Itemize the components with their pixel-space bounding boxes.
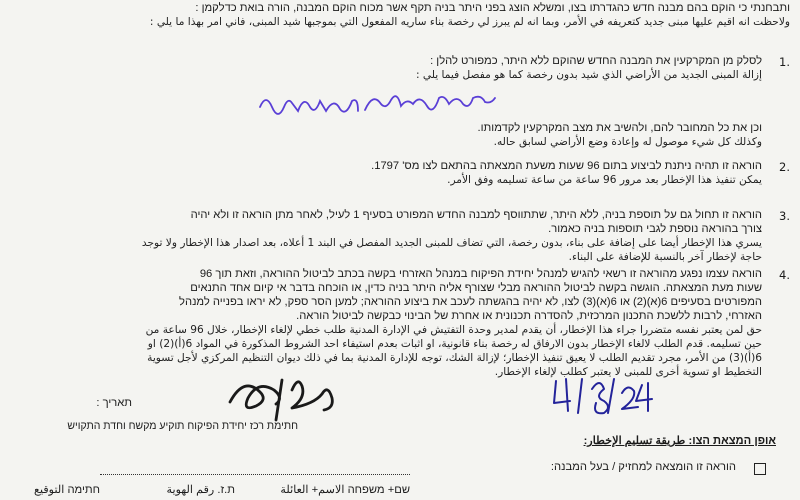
section-3-arabic: يسري هذا الإخطار أيضا على إضافة على بناء، بدون رخصة، التي تضاف للمبنى الجديد المفصل في البند 1 أعلاه، بعد اصدار هذا الإخطار ولا توجد — [141, 237, 762, 249]
signature — [222, 368, 342, 428]
section-3-number: 3. — [779, 209, 790, 223]
signature-caption: חתימת רכז יחידת הפיקוח תוקיע מקשח וחדת התקויש — [67, 420, 298, 432]
intro-line-arabic: ولاحظت انه اقيم عليها مبنى جديد كتعريفه في الأمر، وبما انه لم يبرز لي رخصة بناء ساريه المفعول التي بموجبها شيد المبنى، فاني امر بهذا ما يلي : — [149, 16, 790, 28]
column-signature-label: חתימה التوقيع — [33, 484, 100, 496]
delivery-title: אופן המצאת הצו: طريقة تسليم الإخطار: — [583, 435, 776, 447]
section-4-hebrew-4: האזרחי, לרבות ללשכת התכנון המרכזית, להסדרה תכנונית או אחרת של הבינוי כבקשה לביטול הוראה. — [296, 310, 762, 322]
delivery-checkbox[interactable] — [754, 463, 766, 475]
delivery-line — [100, 474, 410, 475]
section-1-hebrew: לסלק מן המקרקעין את המבנה החדש שהוקם ללא היתר, כמפורט להלן : — [430, 55, 762, 67]
section-4-arabic: حق لمن يعتبر نفسه متضررا جراء هذا الإخطار، أن يقدم لمدير وحدة التفتيش في الإدارة المدنية طلب خطي لإلغاء الإخطار، خلال 96 ساعة من — [145, 324, 762, 336]
date-label: תאריך : — [96, 397, 132, 409]
section-3-arabic-2: حاجة لإخطار آخر بالنسبة للإضافة على البناء. — [568, 251, 762, 263]
section-4-hebrew-2: שעות מעת המצאתה. הוגשה בקשה לביטול ההוראה מבלי שצורף אליה היתר בניה כדין, או הוכחה בדבר אי קיום אחד התנאים — [190, 282, 762, 294]
section-1-hebrew-2: וכן את כל המחובר להם, ולהשיב את מצב המקרקעין לקדמותו. — [477, 122, 762, 134]
section-1-arabic-2: وكذلك كل شيء موصول له وإعادة وضع الأراضي لسابق حاله. — [493, 136, 762, 148]
delivery-option: הוראה זו הומצאה למחזיק / בעל המבנה: — [550, 461, 736, 473]
section-4-arabic-4: التخطيط او تسوية أخرى للمبنى لا يعتبر كطلب لإلغاء الإخطار. — [494, 366, 762, 378]
handwritten-description — [255, 82, 515, 122]
section-4-arabic-2: حين تسليمه. قدم الطلب لالغاء الإخطار بدون الارفاق له رخصة بناء قانونية، او اثبات بعدم استيفاء احد الشروط المذكورة في المواد 6(أ)(2) او — [147, 338, 762, 350]
section-4-number: 4. — [779, 268, 790, 282]
section-2-hebrew: הוראה זו תהיה ניתנת לביצוע בתום 96 שעות משעת המצאתה בהתאם לצו מס' 1797. — [371, 160, 762, 172]
section-4-arabic-3: 6(أ)(3) من الأمر، مجرد تقديم الطلب لا يعيق تنفيذ الإخطار؛ لإزالة الشك، توجه للإدارة المدنية بما في ذلك ديوان التنظيم المركزي لأجل تسوية — [147, 352, 762, 364]
section-3-hebrew: הוראה זו תחול גם על תוספת בניה, ללא היתר, שתתווסף למבנה החדש המפורט בסעיף 1 לעיל, לאחר מתן הוראה זו ולא יהיה — [190, 209, 762, 221]
section-2-arabic: يمكن تنفيذ هذا الإخطار بعد مرور 96 ساعة من ساعة تسليمه وفق الأمر. — [447, 174, 762, 186]
section-1-number: 1. — [779, 55, 790, 69]
section-4-hebrew: הוראה עצמו נפגע מהוראה זו רשאי להגיש למנהל יחידת הפיקוח במנהל האזרחי בקשה בכתב לביטול ההוראה, וזאת תוך 96 — [199, 268, 762, 280]
section-4-hebrew-3: המפורטים בסעיפים 6(א)(2) או 6(א)(3) לצו, לא יהיה בהגשתה לעכב את ביצוע ההוראה; למען הסר ספק, לא יראו בפנייה למנהל — [179, 296, 762, 308]
section-2-number: 2. — [779, 160, 790, 174]
column-name-label: שם+ משפחה الاسم+ العائلة — [280, 484, 410, 496]
section-3-hebrew-2: צורך בהוראה נוספת לגבי תוספות בניה כאמור. — [548, 223, 762, 235]
handwritten-date — [548, 375, 658, 417]
intro-line-hebrew: ותבחנתי כי הוקם בהם מבנה חדש כהגדרתו בצו, ומשלא הוצג בפני היתר בניה תקף אשר מכוח הוקם המבנה, הורה בואת כדלקמן : — [195, 2, 790, 14]
column-id-label: ת.ז. رقم الهوية — [166, 484, 235, 496]
section-1-arabic: إزالة المبنى الجديد من الأراضي الذي شيد بدون رخصة كما هو مفصل فيما يلي : — [415, 69, 762, 81]
